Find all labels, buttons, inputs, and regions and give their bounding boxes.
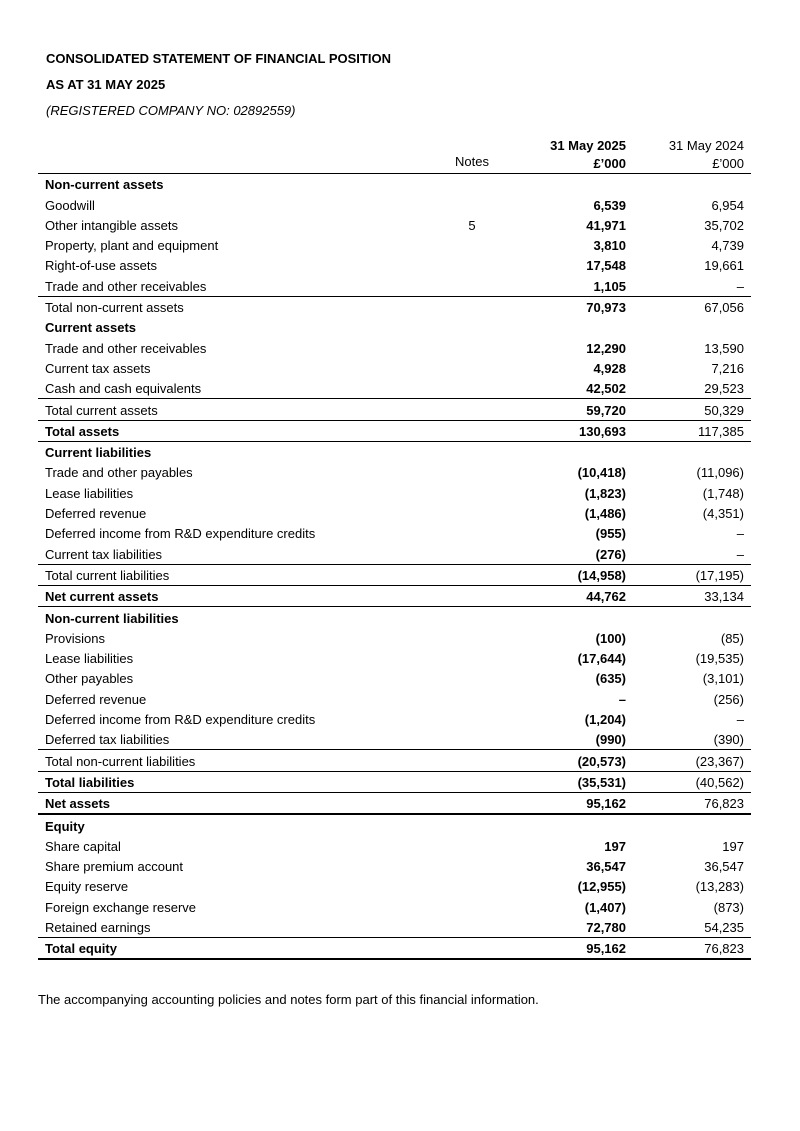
row-label: Retained earnings [45,919,151,935]
row-label: Current assets [45,320,137,336]
registration-number: (REGISTERED COMPANY NO: 02892559) [46,103,296,118]
row-current-value: 6,539 [593,197,626,213]
row-prior-value: 35,702 [704,217,744,233]
row-note [428,462,516,482]
row-label: Trade and other receivables [45,278,207,294]
row-current-value [516,317,633,337]
table-row [38,462,751,482]
row-prior-value: (390) [713,732,744,748]
row-current-value: 44,762 [516,585,633,606]
row-current-value: (12,955) [577,879,626,895]
table-row [38,585,751,606]
table-row [38,420,751,441]
row-label: Total non-current liabilities [38,750,428,771]
table-row [38,771,751,792]
row-current-value: (276) [595,546,626,562]
table-row [38,729,751,750]
row-prior-value [633,814,751,835]
row-prior-value: (17,195) [633,564,751,585]
row-prior-value [633,607,751,628]
row-current-value: 17,548 [586,258,626,274]
row-note [428,648,516,668]
row-note [428,378,516,399]
row-note [428,750,516,771]
table-row [38,917,751,938]
row-note [428,668,516,688]
row-current-value: (100) [595,630,626,646]
row-label: Deferred revenue [45,691,147,707]
row-current-value: (35,531) [516,771,633,792]
current-year-column-header [516,137,633,174]
row-note [428,688,516,708]
row-note [428,607,516,628]
row-current-value: 95,162 [516,937,633,959]
row-label: Equity [45,818,85,834]
row-prior-value: 36,547 [704,859,744,875]
row-note [428,523,516,543]
row-current-value: 95,162 [516,792,633,814]
row-note [428,482,516,502]
row-label: Non-current liabilities [38,607,428,628]
row-label: Equity reserve [45,879,129,895]
row-current-value: (1,407) [584,899,626,915]
table-row [38,896,751,916]
row-note [428,296,516,317]
table-row [38,792,751,814]
row-label: Current tax liabilities [45,546,163,562]
row-current-value: 3,810 [593,238,626,254]
row-current-value [516,441,633,462]
row-label: Lease liabilities [45,485,134,501]
row-label: Total current liabilities [38,564,428,585]
row-label: Deferred revenue [45,506,147,522]
row-label: Lease liabilities [45,651,134,667]
row-prior-value: 76,823 [633,792,751,814]
row-prior-value: 117,385 [633,420,751,441]
row-current-value: 41,971 [586,217,626,233]
row-note [428,194,516,214]
prior-year-column-header [633,137,751,174]
row-current-value: 42,502 [586,381,626,397]
row-note [428,235,516,255]
row-label: Total non-current assets [38,296,428,317]
table-row [38,255,751,275]
row-note [428,628,516,648]
row-note [428,317,516,337]
row-note [428,564,516,585]
row-prior-value: 7,216 [711,360,744,376]
table-row [38,275,751,296]
table-row [38,668,751,688]
table-row [38,836,751,856]
row-prior-value: (85) [720,630,744,646]
row-current-value: (14,958) [516,564,633,585]
row-current-value: (1,486) [584,506,626,522]
table-row [38,174,751,195]
table-row [38,750,751,771]
row-note [428,771,516,792]
row-label: Current tax assets [45,360,151,376]
row-label: Deferred income from R&D expenditure credits [45,526,316,542]
row-label: Goodwill [45,197,95,213]
row-note [428,792,516,814]
row-current-value: 12,290 [586,340,626,356]
row-note [428,337,516,357]
row-note [428,896,516,916]
row-current-value: 130,693 [516,420,633,441]
row-current-value: 70,973 [516,296,633,317]
table-row [38,648,751,668]
row-note [428,399,516,420]
statement-header [46,50,391,120]
notes-column-header: Notes [428,137,516,174]
table-row [38,399,751,420]
row-prior-value: 197 [722,838,744,854]
row-note [428,420,516,441]
current-year-date: 31 May 2025 [550,138,626,153]
row-label: Current liabilities [38,441,428,462]
row-prior-value: 4,739 [711,238,744,254]
row-note [428,543,516,564]
row-current-value: 1,105 [593,278,626,294]
table-row [38,482,751,502]
financial-position-table [38,137,751,960]
row-current-value: (1,204) [584,712,626,728]
row-note [428,917,516,938]
row-note [428,876,516,896]
row-prior-value: 6,954 [711,197,744,213]
table-row [38,317,751,337]
row-prior-value [633,174,751,195]
row-prior-value: (40,562) [633,771,751,792]
row-label: Trade and other payables [45,465,193,481]
row-prior-value: (13,283) [695,879,744,895]
row-current-value: 72,780 [586,919,626,935]
row-prior-value: 67,056 [633,296,751,317]
row-prior-value: 19,661 [704,258,744,274]
row-label: Non-current assets [45,177,164,193]
row-current-value: (10,418) [577,465,626,481]
row-current-value: (17,644) [577,651,626,667]
row-prior-value: 50,329 [633,399,751,420]
row-note [428,729,516,750]
row-prior-value: (11,096) [696,465,744,481]
table-row [38,564,751,585]
row-note [428,709,516,729]
table-row [38,543,751,564]
row-label: Right-of-use assets [45,258,157,274]
row-current-value: 59,720 [516,399,633,420]
row-prior-value: – [736,712,744,728]
row-prior-value: (4,351) [702,506,744,522]
row-label: Provisions [45,630,105,646]
table-row [38,688,751,708]
table-row [38,358,751,378]
table-header-row [38,137,751,174]
prior-year-date: 31 May 2024 [668,138,744,153]
row-prior-value: (19,535) [695,651,744,667]
row-prior-value: 54,235 [704,919,744,935]
table-row [38,814,751,835]
row-note [428,585,516,606]
table-row [38,235,751,255]
row-prior-value: – [736,546,744,562]
prior-year-unit: £’000 [712,156,744,171]
row-label: Net assets [38,792,428,814]
row-current-value: (635) [595,671,626,687]
table-row [38,503,751,523]
table-row [38,378,751,399]
row-current-value: (1,823) [584,485,626,501]
row-note [428,856,516,876]
row-prior-value: (873) [713,899,744,915]
table-row [38,628,751,648]
row-prior-value [633,317,751,337]
row-label: Total equity [38,937,428,959]
row-label: Other payables [45,671,134,687]
row-note [428,503,516,523]
row-prior-value: 13,590 [704,340,744,356]
statement-date: AS AT 31 MAY 2025 [46,77,166,92]
row-label: Foreign exchange reserve [45,899,197,915]
row-current-value: 36,547 [586,859,626,875]
table-row [38,296,751,317]
table-row [38,523,751,543]
row-prior-value: (3,101) [702,671,744,687]
row-current-value [516,174,633,195]
table-body [38,174,751,960]
row-label: Total current assets [38,399,428,420]
row-prior-value: (1,748) [702,485,744,501]
table-row [38,337,751,357]
row-prior-value: – [736,526,744,542]
row-prior-value: (256) [713,691,744,707]
current-year-unit: £’000 [593,156,626,171]
row-label: Share premium account [45,859,184,875]
row-current-value: (955) [595,526,626,542]
row-current-value: 197 [604,838,626,854]
statement-title: CONSOLIDATED STATEMENT OF FINANCIAL POSITION [46,51,391,66]
row-prior-value: – [736,278,744,294]
row-label: Deferred income from R&D expenditure credits [45,712,316,728]
row-note [428,937,516,959]
table-row [38,215,751,235]
row-note [428,255,516,275]
row-prior-value: 76,823 [633,937,751,959]
row-note: 5 [468,217,476,233]
row-label: Share capital [45,838,121,854]
row-label: Deferred tax liabilities [45,732,170,748]
table-row [38,937,751,959]
table-row [38,607,751,628]
row-note [428,814,516,835]
row-label: Other intangible assets [45,217,178,233]
row-current-value: (990) [595,732,626,748]
row-prior-value [633,441,751,462]
row-prior-value: (23,367) [633,750,751,771]
table-row [38,709,751,729]
row-note [428,174,516,195]
row-note [428,441,516,462]
row-current-value [516,814,633,835]
row-label: Trade and other receivables [45,340,207,356]
row-current-value [516,607,633,628]
row-current-value: (20,573) [516,750,633,771]
row-note [428,836,516,856]
label-column-header [38,137,428,174]
row-current-value: 4,928 [593,360,626,376]
table-row [38,856,751,876]
row-label: Property, plant and equipment [45,238,219,254]
row-prior-value: 29,523 [704,381,744,397]
table-row [38,194,751,214]
row-prior-value: 33,134 [633,585,751,606]
row-note [428,275,516,296]
row-label: Cash and cash equivalents [45,381,202,397]
row-label: Total assets [38,420,428,441]
footnote: The accompanying accounting policies and notes form part of this financial information. [38,992,539,1007]
row-note [428,358,516,378]
table-row [38,441,751,462]
row-label: Net current assets [38,585,428,606]
row-label: Total liabilities [38,771,428,792]
row-current-value: – [618,691,626,707]
table-row [38,876,751,896]
